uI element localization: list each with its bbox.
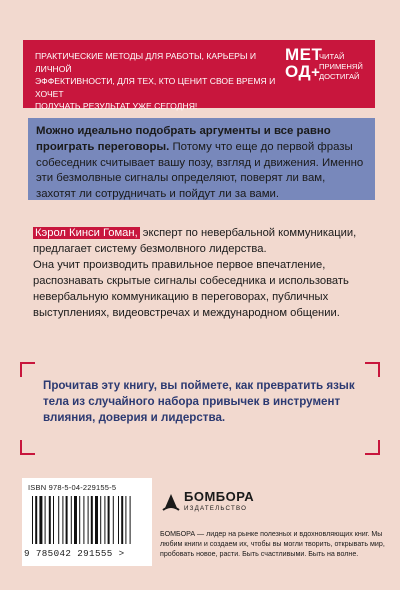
highlight-bold-text: Можно идеально подобрать аргументы и все равно проиграть переговоры. [36, 125, 331, 153]
barcode-bar [32, 496, 33, 544]
banner-line: ЭФФЕКТИВНОСТИ, ДЛЯ ТЕХ, КТО ЦЕНИТ СВОЕ ВРЕМЯ И ХОЧЕТ [35, 76, 276, 99]
banner-line: ПОЛУЧАТЬ РЕЗУЛЬТАТ УЖЕ СЕГОДНЯ! [35, 101, 198, 112]
barcode-graphic [32, 496, 144, 544]
highlight-box [28, 118, 375, 200]
barcode-bar [39, 496, 42, 544]
barcode-bar [95, 496, 98, 544]
logo-line: МЕТ [285, 45, 323, 64]
quote-corner-bottom-right [365, 440, 380, 455]
barcode-bar [113, 496, 114, 544]
barcode-bar [35, 496, 37, 544]
author-intro [33, 226, 373, 258]
quote-corner-top-right [365, 362, 380, 377]
tagline-line: ПРИМЕНЯЙ [319, 62, 363, 71]
bombora-logo-icon [162, 490, 180, 512]
logo-plus: + [311, 64, 321, 81]
barcode-bar [62, 496, 63, 544]
barcode-bar [104, 496, 105, 544]
barcode-box [22, 478, 152, 566]
author-intro-text: эксперт по невербальной коммуникации, предлагает систему безмолвного лидерства. [33, 227, 357, 255]
author-description [33, 226, 373, 321]
barcode-bar [79, 496, 80, 544]
barcode-bar [130, 496, 131, 544]
barcode-bar [71, 496, 72, 544]
banner-text [35, 50, 280, 113]
barcode-bar [108, 496, 110, 544]
publisher-description: БОМБОРА — лидер на рынке полезных и вдохновляющих книг. Мы любим книги и создаем их, чтобы вы могли творить, открывать мир, пробовать новое, расти. Быть счастливыми. Быть на волне. [160, 530, 385, 559]
barcode-bar [91, 496, 93, 544]
banner-line: ПРАКТИЧЕСКИЕ МЕТОДЫ ДЛЯ РАБОТЫ, КАРЬЕРЫ И ЛИЧНОЙ [35, 51, 257, 74]
barcode-bar [74, 496, 77, 544]
quote-text: Прочитав эту книгу, вы поймете, как превратить язык тела из случайного набора привычек в инструмент влияния, доверия и лидерства. [43, 379, 355, 425]
barcode-bar [49, 496, 51, 544]
publisher-name: БОМБОРА [184, 489, 255, 504]
barcode-bar [118, 496, 119, 544]
quote-corner-bottom-left [20, 440, 35, 455]
isbn-label: ISBN 978-5-04-229155-5 [28, 483, 117, 492]
barcode-bar [100, 496, 101, 544]
quote-corner-top-left [20, 362, 35, 377]
barcode-bar [83, 496, 84, 544]
series-tagline [319, 52, 379, 82]
series-logo [285, 45, 323, 86]
barcode-bar [45, 496, 46, 544]
author-name: Кэрол Кинси Гоман, [35, 227, 138, 239]
barcode-digits: 9 785042 291555 > [24, 548, 125, 559]
tagline-line: ЧИТАЙ [319, 52, 345, 61]
barcode-bar [88, 496, 89, 544]
barcode-bar [53, 496, 54, 544]
barcode-bar [58, 496, 59, 544]
barcode-bar [125, 496, 126, 544]
barcode-bar [121, 496, 123, 544]
barcode-bar [66, 496, 68, 544]
top-banner [23, 40, 375, 112]
logo-line: ОД+ [285, 62, 321, 81]
publisher-subtitle: ИЗДАТЕЛЬСТВО [184, 505, 248, 512]
author-paragraph: Она учит производить правильное первое впечатление, распознавать скрытые сигналы собеседника и использовать невербальную коммуникацию в переговорах, публичных выступлениях, видеовстречах и международном общении. [33, 258, 349, 319]
tagline-line: ДОСТИГАЙ [319, 72, 360, 81]
highlight-text: Потому что еще до первой фразы собеседник считывает вашу позу, взгляд и движения. Именно эти безмолвные сигналы определяют, поверят ли вам, захотят ли сотрудничать и пойдут ли за вами. [36, 140, 364, 201]
